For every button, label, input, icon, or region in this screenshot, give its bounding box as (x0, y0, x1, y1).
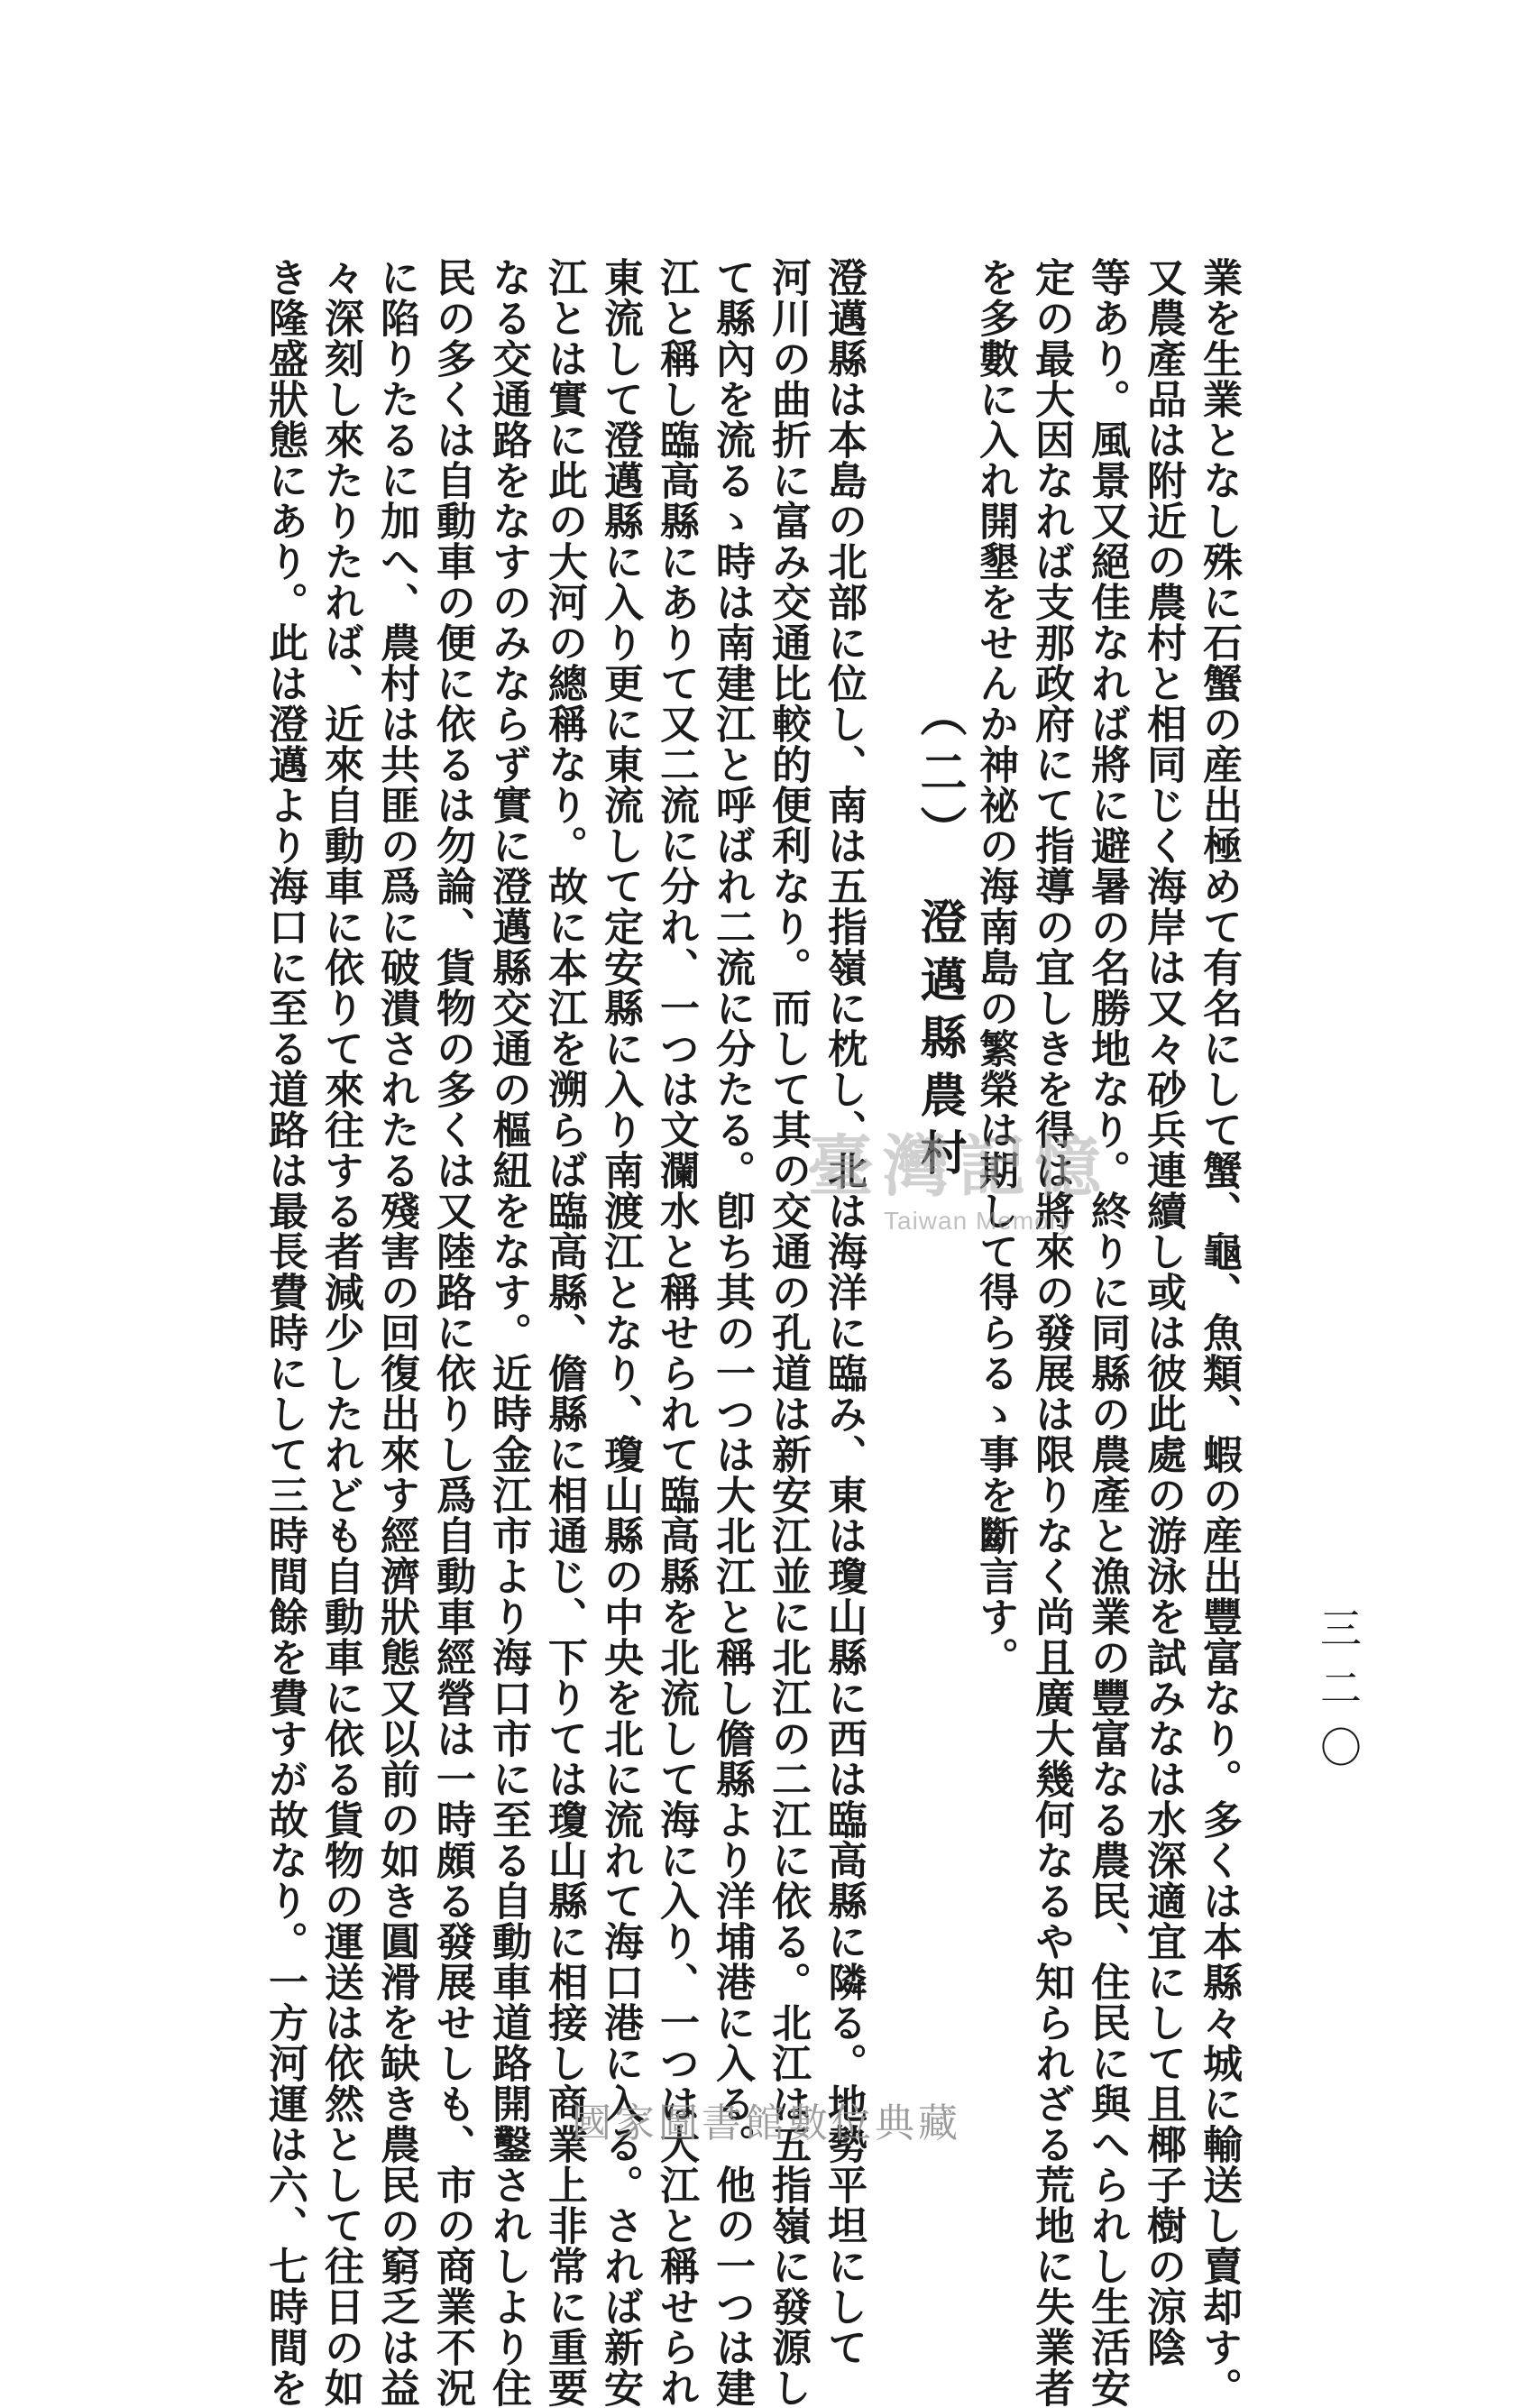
section-heading: （二） 澄邁縣農村 (912, 690, 967, 1186)
watermark-logo: 臺灣記憶 (807, 1128, 1110, 1206)
text-line: て縣內を流るゝ時は南建江と呼ばれ二流に分たる。卽ち其の一つは大北江と稱し儋縣より洋埔港に入る。他の一つは建 (709, 257, 755, 2408)
text-line: に陷りたるに加へ、農村は共匪の爲に破潰されたる殘害の回復出來す經濟狀態又以前の如き圓滑を缺き農民の窮乏は益 (373, 257, 419, 2408)
text-line: 定の最大因なれば支那政府にて指導の宜しきを得は將來の發展は限りなく尚且廣大幾何なるや知られざる荒地に失業者 (1028, 257, 1074, 2408)
text-line: 江と稱し臨高縣にありて又二流に分れ、一つは文瀾水と稱せられて臨高縣を北流して海に入り、一つは大江と稱せられ (653, 257, 699, 2408)
text-line: 東流して澄邁縣に入り更に東流して定安縣に入り南渡江となり、瓊山縣の中央を北に流れて海口港に入る。されば新安 (597, 257, 643, 2408)
text-line: き隆盛狀態にあり。此は澄邁より海口に至る道路は最長費時にして三時間餘を費すが故なり。一方河運は六、七時間を (262, 257, 308, 2408)
page-number: 三二〇 (1320, 1604, 1363, 1772)
text-line: 業を生業となし殊に石蟹の産出極めて有名にして蟹、龜、魚類、蝦の産出豐富なり。多くは本縣々城に輸送し賣却す。 (1196, 257, 1242, 2408)
text-line: 又農產品は附近の農村と相同じく海岸は又々砂兵連續し或は彼此處の游泳を試みなは水深適宜にして且椰子樹の涼陰 (1140, 257, 1186, 2367)
footer-credit: 國家圖書館數位典藏 (572, 2100, 961, 2146)
text-line: 等あり。風景又絕佳なれば將に避暑の名勝地なり。終りに同縣の農產と漁業の豐富なる農民、住民に與へられし生活安 (1084, 257, 1130, 2408)
text-line: 江とは實に此の大河の總稱なり。故に本江を溯らば臨高縣、儋縣に相通じ、下りては瓊山縣に相接し商業上非常に重要 (541, 257, 587, 2408)
text-line: なる交通路をなすのみならず實に澄邁縣交通の樞紐をなす。近時金江市より海口市に至る自動車道路開鑿されしより住 (485, 257, 531, 2408)
text-line: 澄邁縣は本島の北部に位し、南は五指嶺に枕し、北は海洋に臨み、東は瓊山縣に西は臨高縣に隣る。地勢平坦にして (821, 257, 867, 2367)
text-line: 々深刻し來たりたれば、近來自動車に依りて來往する者減少したれども自動車に依る貨物の運送は依然として往日の如 (317, 257, 363, 2408)
text-line: 民の多くは自動車の便に依るは勿論、貨物の多くは又陸路に依りし爲自動車經營は一時頗る發展せしも、市の商業不況 (429, 257, 475, 2408)
text-line: を多數に入れ開墾をせんか神祕の海南島の繁榮は期して得らるゝ事を斷言す。 (972, 257, 1018, 1677)
text-line: 河川の曲折に富み交通比較的便利なり。而して其の交通の孔道は新安江並に北江の二江に依る。北江は五指嶺に發源し (765, 257, 811, 2408)
watermark-caption: Taiwan Memory (884, 1207, 1073, 1235)
